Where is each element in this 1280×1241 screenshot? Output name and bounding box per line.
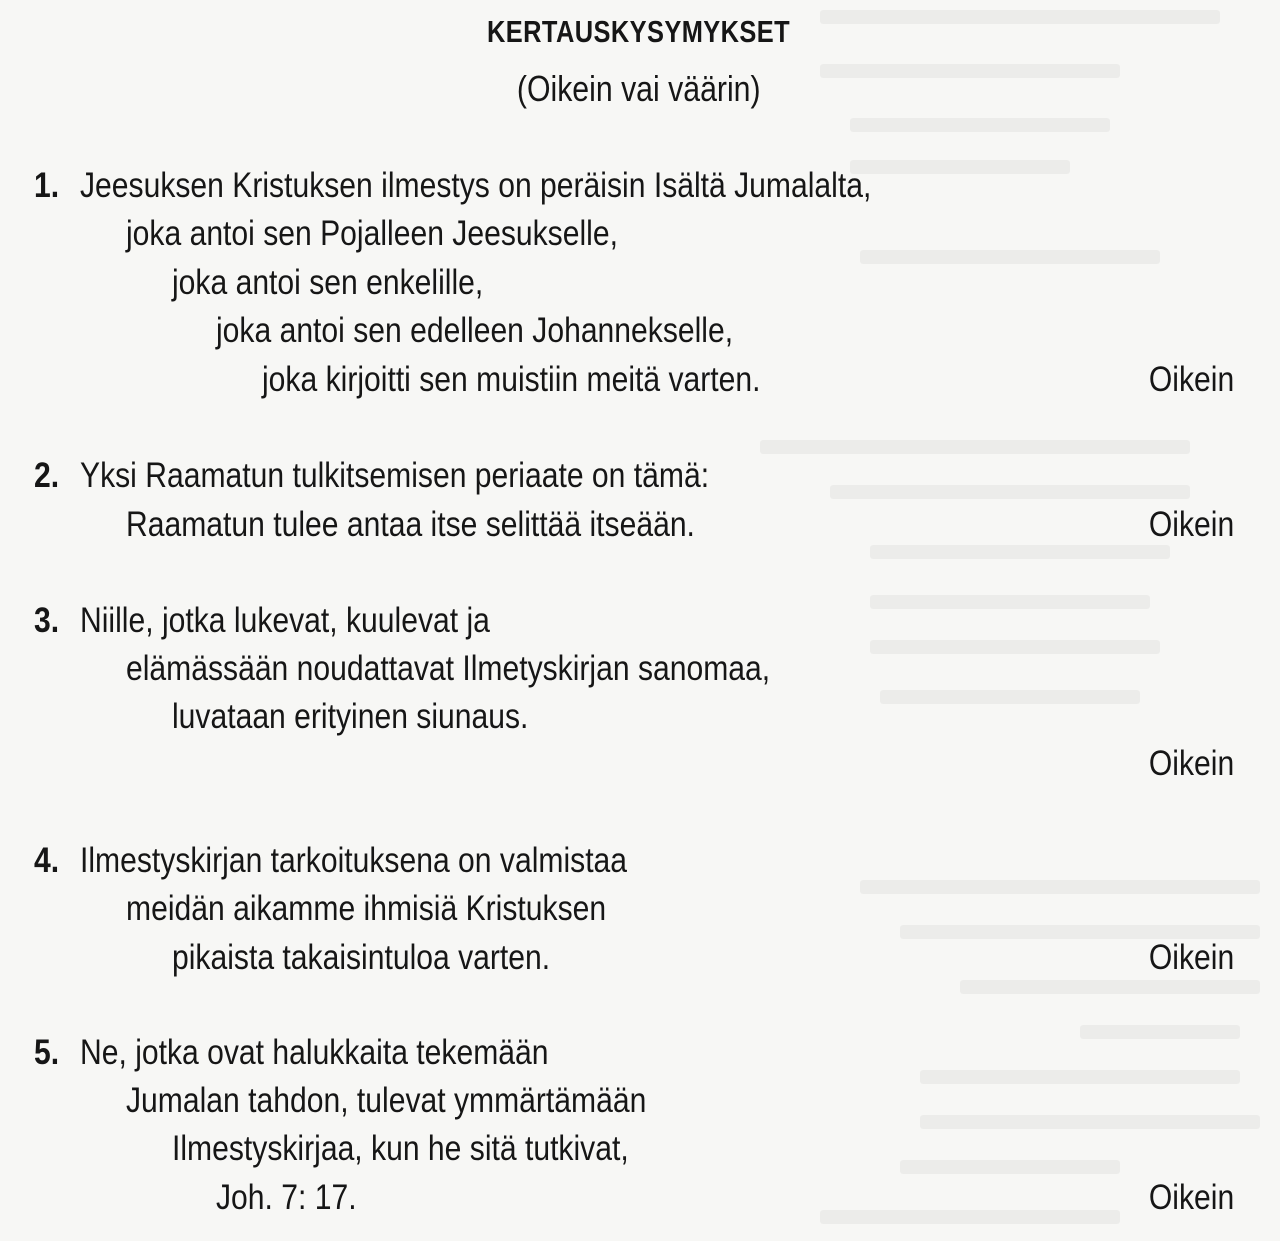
page-title: KERTAUSKYSYMYKSET [487,14,791,49]
question-line: Joh. 7: 17. [216,1178,357,1217]
question-number: 5. [34,1033,60,1072]
question-line: Jeesuksen Kristuksen ilmestys on peräisin Isältä Jumalalta, [80,166,872,205]
answer-label: Oikein [1148,1178,1234,1217]
question-line: Jumalan tahdon, tulevat ymmärtämään [126,1081,647,1120]
question-line: Raamatun tulee antaa itse selittää itseään. [126,505,695,544]
answer-label: Oikein [1148,505,1234,544]
answer-label: Oikein [1148,744,1234,783]
page-subtitle: (Oikein vai väärin) [516,68,761,109]
question-line: pikaista takaisintuloa varten. [172,938,551,977]
question-line: joka kirjoitti sen muistiin meitä varten. [262,360,761,399]
question-line: Niille, jotka lukevat, kuulevat ja [80,601,490,640]
question-line: Ilmestyskirjan tarkoituksena on valmistaa [80,841,628,880]
question-line: joka antoi sen edelleen Johannekselle, [216,311,734,350]
question-line: Yksi Raamatun tulkitsemisen periaate on tämä: [80,456,710,495]
question-line: Ne, jotka ovat halukkaita tekemään [80,1033,549,1072]
question-line: luvataan erityinen siunaus. [172,697,529,736]
answer-label: Oikein [1148,360,1234,399]
question-line: joka antoi sen enkelille, [172,263,484,302]
question-line: meidän aikamme ihmisiä Kristuksen [126,889,607,928]
question-number: 1. [34,166,60,205]
question-line: joka antoi sen Pojalleen Jeesukselle, [126,214,618,253]
question-line: Ilmestyskirjaa, kun he sitä tutkivat, [172,1129,629,1168]
question-number: 2. [34,456,60,495]
answer-label: Oikein [1148,938,1234,977]
question-number: 3. [34,601,60,640]
question-line: elämässään noudattavat Ilmetyskirjan sanomaa, [126,649,771,688]
question-number: 4. [34,841,60,880]
